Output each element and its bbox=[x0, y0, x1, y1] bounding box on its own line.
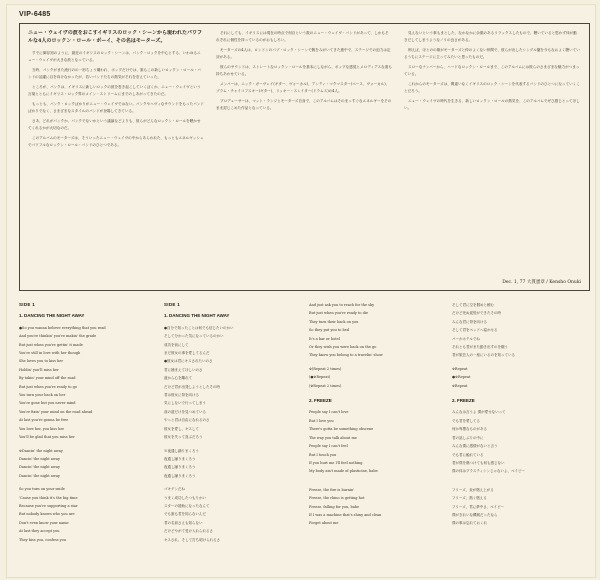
lyric-line: If you hurt me I'll feel nothing bbox=[309, 460, 363, 465]
lyric-line: でも君に触れている bbox=[452, 452, 484, 457]
lyric-line: Don't even know your name bbox=[19, 520, 69, 525]
lyric-line: But just when you're ready to die bbox=[309, 311, 369, 316]
lyric-line: 成功を前にして bbox=[164, 342, 189, 347]
lyric-line: 僕の事は忘れておくれ bbox=[452, 521, 487, 526]
lyric-line: But I touch you bbox=[309, 452, 337, 457]
lyric-line: You're still in love with her though bbox=[19, 351, 81, 356]
essay-paragraph: 彼らのサウンドは、ストレートなロックン・ロールを基本にしながら、ポップな感覚とメロディアスな面も持ちあわせている。 bbox=[216, 65, 392, 76]
lyric-line: キスされ、そして打ち明けられるさ bbox=[164, 537, 221, 542]
lyric-line: So you turn on your smile bbox=[19, 487, 65, 492]
lyric-line: フリーズ、君に夢中さ、ベイビー bbox=[452, 504, 505, 509]
lyric-line: Dancin' the night away bbox=[19, 465, 60, 470]
lyric-line: They kiss you, confess you bbox=[19, 537, 66, 542]
lyric-line: At last they accept you bbox=[19, 529, 60, 534]
lyric-line: (※Repeat 2 times) bbox=[309, 383, 342, 388]
lyric-line: Freeze, the rhino is getting hot bbox=[309, 496, 365, 501]
lyric-line: You'll be glad that you miss her bbox=[19, 435, 75, 440]
lyric-line: 彼女を愛し、キスして bbox=[164, 426, 199, 431]
lyric-line: You're fixin' your mind on the road ahead bbox=[19, 409, 93, 414]
lyrics-column-2 bbox=[164, 301, 299, 544]
lyric-line: ゴキゲンだね bbox=[164, 487, 185, 492]
stanza-gap bbox=[452, 390, 587, 395]
lyric-line: そして分かった気になっているのかい bbox=[164, 334, 224, 339]
lyric-line: みんな僕に感情がないと言う bbox=[452, 444, 498, 449]
lyric-line: Or they wish you were back on the go bbox=[309, 345, 377, 350]
essay-paragraph: ニュー・ウェイヴの時代を生きる、新しいロックン・ロールの熱気を、このアルバムでぜひ感じとってほしい。 bbox=[404, 99, 580, 110]
song-title: 1. DANCING THE NIGHT AWAY bbox=[164, 313, 230, 319]
lyric-line: She loves you to kiss her bbox=[19, 359, 64, 364]
lyric-line: うまく成功したつもりかい bbox=[164, 495, 206, 500]
lyrics-section bbox=[19, 301, 590, 573]
lyric-line: So they put you to bed bbox=[309, 328, 350, 333]
essay-paragraph: 見えないという事もまとした、なかなかに余韻のあるリラックスしたもので、聴いていると思わず体が動きだしてしまうようなノリの良さがある。 bbox=[404, 31, 577, 42]
essay-paragraph: それにしても、イギリスには現在の時点で何百という数のニュー・ウェイヴ・バンドがあって、しかもそれぞれに個性を持っているのがおもしろい。 bbox=[216, 31, 389, 42]
lyric-line: 君の話しぶりの中に bbox=[452, 435, 484, 440]
lyric-line: 君は彼女に背を向ける bbox=[164, 393, 199, 398]
essay-paragraph: これからのモーターズは、間違いなくイギリスのロック・シーンを代表するバンドのひとつになっていくことだろう。 bbox=[404, 82, 580, 93]
lyrics-column-1 bbox=[19, 301, 154, 544]
lyric-line: だけど死ぬ覚悟ができたその時 bbox=[452, 311, 501, 316]
lyric-line: The way you talk about me bbox=[309, 435, 357, 440]
lyric-line: But just when you're gettin' it made bbox=[19, 342, 83, 347]
lyric-line: やっと君は自由になれるのさ bbox=[164, 418, 210, 423]
lyric-line: だけど君が出発しようとしたその時 bbox=[164, 384, 220, 389]
essay-paragraph: このアルバムのモーターズは、そういったニュー・ウェイヴの中からあらわれた、もっともエネルギッシュでパワフルなロックン・ロール・バンドのひとつである。 bbox=[28, 136, 204, 147]
lyric-line: そして君をベッドへ寝かせる bbox=[452, 328, 498, 333]
essay-paragraph: すでに御存知のように、最近のイギリスのロック・シーンは、パンク・ロックを中心とする、いわゆるニュー・ウェイヴが大きな波となっている。 bbox=[28, 51, 201, 62]
lyric-line: 君の名前さえも知らない bbox=[164, 520, 203, 525]
lyric-line: ※Repeat bbox=[452, 383, 468, 388]
essay-paragraph: 例えば、ほとのの雄がモーターズと仲のよくない仲間で、彼らが出したシングル盤を今もなおよく聴いているうちにステージに立ってみたいと思ったものだ。 bbox=[404, 48, 580, 59]
lyric-line: ●彼女は君にキスされたいのさ bbox=[164, 359, 213, 364]
lyrics-column-4 bbox=[452, 301, 587, 528]
lyric-line: ●自分で知ったことは何でも信じたいのかい bbox=[164, 325, 234, 330]
lyric-line: まだ彼女の事を愛してるんだ bbox=[164, 351, 210, 356]
lyric-line: They turn their back on you bbox=[309, 319, 359, 324]
lyric-line: 'Cause you think it's the big time bbox=[19, 495, 78, 500]
lyric-line: My body ain't made of plasticine, babe bbox=[309, 469, 378, 474]
lyric-line: でも君を愛してる bbox=[452, 418, 480, 423]
lyric-line: ※Repeat bbox=[452, 366, 468, 371]
essay-credit: Dec. 1, 77 大貫憲章 / Kensho Onuki bbox=[502, 280, 581, 285]
essay-paragraph: さあ、どれがパンクか、パンクでないかという議論などよりも、彼らがどんなロックン・ロールを聴かせてくれるかが大切なのだ。 bbox=[28, 119, 201, 130]
lyric-line: Forget about me bbox=[309, 521, 339, 526]
lyric-line: 僕がきれいな機械だったなら bbox=[452, 512, 498, 517]
lyric-line: そして君に空を掴めと頼む bbox=[452, 303, 494, 307]
essay-paragraph: スローなナンバーから、ハードなロックン・ロールまで、このアルバムには彼らのさまざまな魅力がつまっている。 bbox=[404, 65, 580, 76]
lyric-line: (●※Repeat) bbox=[309, 375, 331, 380]
lyric-line: 僕の体はプラスティシンじゃないよ、ベイビー bbox=[452, 469, 525, 474]
essay-headline: ニュー・ウェイヴの波をおこすイギリスのロック・シーンから現われたパワフルな4人のロックン・ロール・ボーイ、その名はモーターズ。 bbox=[28, 30, 203, 44]
catalog-number: VIP-6485 bbox=[19, 11, 51, 18]
lyric-line: At last you're gonna be free bbox=[19, 418, 69, 423]
lyric-line: People say I can't feel bbox=[309, 444, 348, 449]
lyric-line: If I was a machine that's shiny and clean bbox=[309, 512, 382, 517]
lyric-line: 彼女を失って喜ぶだろう bbox=[164, 435, 203, 440]
lyric-line: 君に捕まえてほしいのさ bbox=[164, 367, 203, 372]
side-label: SIDE 1 bbox=[19, 302, 36, 307]
essay-paragraph: ところが、パンクは、イギリスに新しいロックの波を巻き起こしていくばくか、ニュー・ウェイヴという言葉とともにイギリス・ロック界のメイン・ストリームにまでのしあがってきたのだ。 bbox=[28, 85, 201, 96]
essay-paragraph: 当時、パンクがまた流行のの一形ちょう嫌われ、ポップだけでは、誰もこの新しいロックン・ロール・バンドの活躍に目を向けなかったが、若いバンドたちの熱気がそれを変えていった。 bbox=[28, 68, 201, 79]
lyric-line: But just when you're ready to go bbox=[19, 384, 77, 389]
song-title: 2. FREEZE bbox=[452, 398, 475, 404]
lyric-line: They know you belong to a travelin' show bbox=[309, 353, 383, 358]
lyric-line: ※Dancin' the night away bbox=[19, 448, 63, 453]
lyric-line: ※(Repeat 2 times) bbox=[309, 366, 342, 371]
lyric-line: But nobody knows who you are bbox=[19, 512, 75, 517]
lyric-line: ※夜通し踊りまくろう bbox=[164, 448, 199, 453]
lyric-line: 前の道だけを見つめている bbox=[164, 409, 206, 414]
lyric-line: You turn your back on her bbox=[19, 393, 66, 398]
lyric-line: だけどやがて受け入れられるさ bbox=[164, 529, 213, 534]
lyric-line: Dancin' the night away bbox=[19, 473, 60, 478]
essay-paragraph: メンバーは、ニック・ガーヴェイ(ギター、ヴォーカル)、アンディ・マクマスター(ベース、ヴォーカル)、ブラム・チャイコフスキー(ギター)、リッキー・スレイター(ドラムス)の4人。 bbox=[216, 82, 390, 93]
lyric-line: 君が旅芸人の一座にいるのを知っている bbox=[452, 353, 515, 358]
essay-column-2 bbox=[216, 30, 392, 115]
lyric-line: それとも君がまた動き出すのを願う bbox=[452, 345, 508, 350]
lyric-line: And you're thinkin' you're makin' the grade bbox=[19, 334, 97, 339]
lyric-line: 何か卑猥なものがある bbox=[452, 427, 487, 432]
lyric-line: Freeze, falling for you, babe bbox=[309, 504, 360, 509]
lyric-line: 気にしないで行ってしまう bbox=[164, 401, 206, 406]
lyric-line: But I love you bbox=[309, 418, 334, 423]
lyric-line: 道から心を離れて bbox=[164, 376, 192, 381]
lyric-line: フリーズ、熱く燃える bbox=[452, 496, 487, 501]
essay-column-3 bbox=[404, 30, 580, 115]
essay-column-1 bbox=[28, 30, 204, 152]
lyric-line: ●※Repeat bbox=[452, 375, 471, 380]
lyric-line: バーかホテルでね bbox=[452, 336, 480, 341]
lyric-line: みんな君に背を向ける bbox=[452, 319, 487, 324]
lyric-line: 夜通し踊りまくろう bbox=[164, 465, 196, 470]
lyric-line: You love her, you kiss her bbox=[19, 426, 65, 431]
lyric-line: You're gone but you never mind bbox=[19, 401, 76, 406]
essay-paragraph: もっとも、パンク・ロックばかりがニュー・ウェイヴではない。パンクやヘヴィなサウンドをもったバンドばかりでなく、さまざまなスタイルのバンドが登場してきている。 bbox=[28, 102, 204, 113]
lyric-line: And just ask you to reach for the sky bbox=[309, 303, 375, 307]
lyric-line: みんなは言うよ 僕が愛せないって bbox=[452, 410, 506, 415]
lyric-line: でも誰も君を知らないんだ bbox=[164, 512, 206, 517]
lyric-line: Because you're supporting a star bbox=[19, 503, 78, 508]
song-title: 1. DANCING THE NIGHT AWAY bbox=[19, 313, 85, 319]
lyric-line: Freeze, the fire is burnin' bbox=[309, 487, 355, 492]
lyric-line: Dancin' the night away bbox=[19, 456, 60, 461]
lyric-line: 君が僕を傷つけても何も感じない bbox=[452, 460, 505, 465]
lyric-line: 夜通し踊りまくろう bbox=[164, 473, 196, 478]
lyric-line: ●So you wanna believe everything that you read bbox=[19, 325, 106, 330]
lyric-line: 夜通し踊りまくろう bbox=[164, 456, 196, 461]
lyric-line: Holdin' you'll miss her bbox=[19, 367, 59, 372]
lyric-line: There's gotta be something obscene bbox=[309, 427, 374, 432]
song-title: 2. FREEZE bbox=[309, 398, 332, 404]
stanza-gap bbox=[309, 390, 444, 395]
essay-paragraph: モーターズの4人は、ロンドンのパブ・ロック・シーンで腕をみがいてきた連中で、ステージでの迫力は定評がある。 bbox=[216, 48, 391, 59]
liner-notes-sheet bbox=[6, 4, 596, 578]
essay-box bbox=[19, 23, 590, 291]
lyrics-column-3 bbox=[309, 301, 444, 528]
lyric-line: フリーズ、炎が燃え上がる bbox=[452, 487, 494, 492]
side-label: SIDE 1 bbox=[164, 302, 181, 307]
essay-paragraph: プロデューサーは、マット・ランジとモーターズ自身で、このアルバムはそのまっすぐなエネルギーをそのまま封じこめた作品となっている。 bbox=[216, 99, 392, 110]
lyric-line: スターの援助になったなんて bbox=[164, 503, 210, 508]
lyric-line: By takin' your mind off the road bbox=[19, 376, 76, 381]
lyric-line: People say I can't love bbox=[309, 410, 349, 415]
lyric-line: It's a bar or hotel bbox=[309, 336, 340, 341]
